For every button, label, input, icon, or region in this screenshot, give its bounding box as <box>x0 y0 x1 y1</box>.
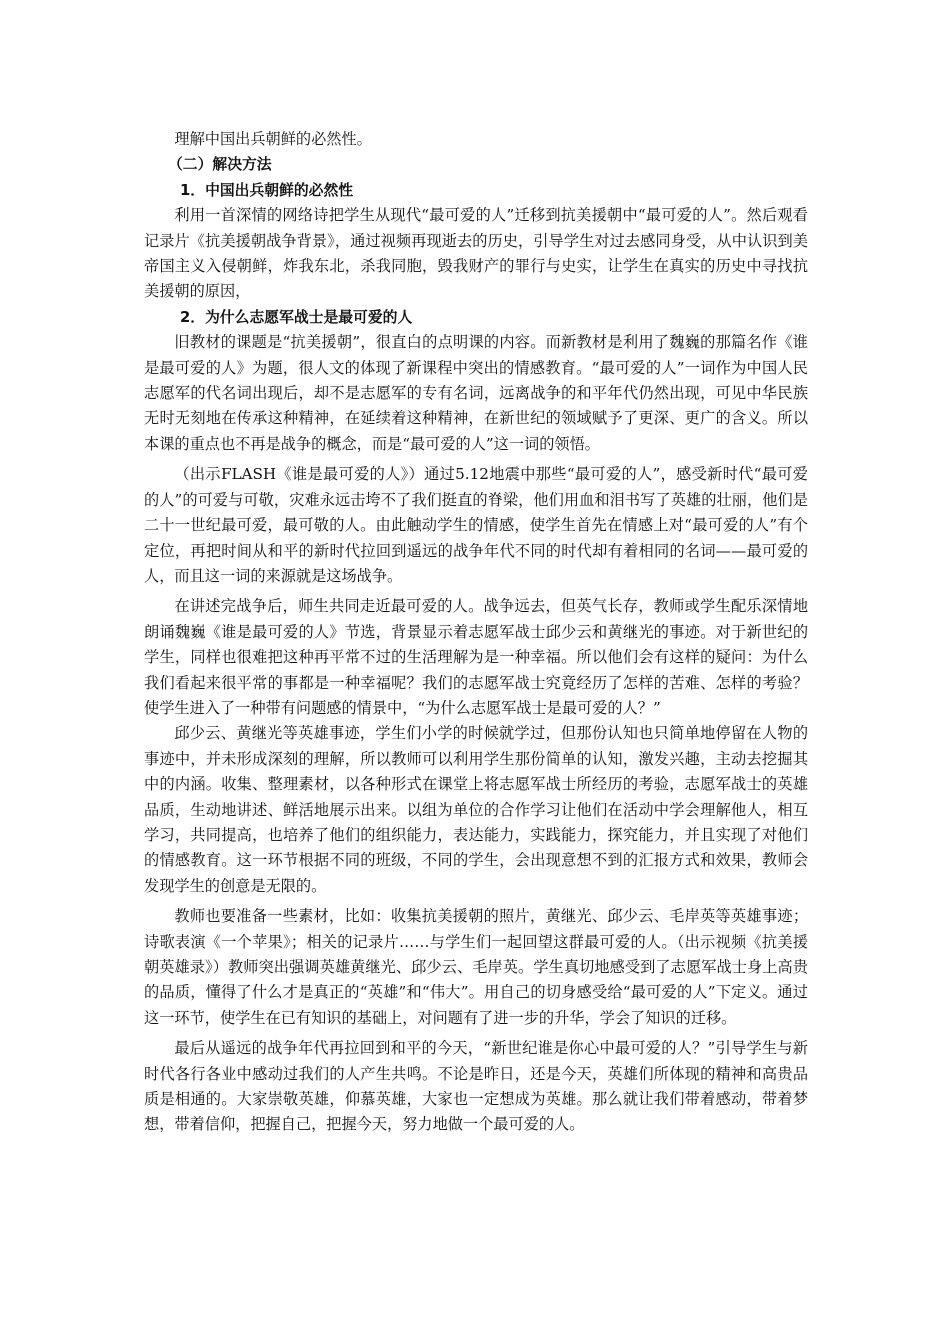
section-heading: （二）解决方法 <box>168 156 272 174</box>
body-paragraph-5: 教师也要准备一些素材，比如：收集抗美援朝的照片，黄继光、邱少云、毛岸英等英雄事迹；诗歌表演《一个苹果》；相关的记录片……与学生们一起回望这群最可爱的人。（出示视频《抗美援朝英雄录》）教师突出强调英雄黄继光、邱少云、毛岸英。学生真切地感受到了志愿军战士身上高贵的品质，懂得了什么才是真正的“英雄”和“伟大”。用自己的切身感受给“最可爱的人”下定义。通过这一环节，使学生在已有知识的基础上，对问题有了进一步的升华，学会了知识的迁移。 <box>144 907 808 1027</box>
subsection-1-paragraph: 利用一首深情的网络诗把学生从现代“最可爱的人”迁移到抗美援朝中“最可爱的人”。然后观看记录片《抗美援朝战争背景》，通过视频再现逝去的历史，引导学生对过去感同身受，从中认识到美帝国主义入侵朝鲜，炸我东北，杀我同胞，毁我财产的罪行与史实，让学生在真实的历史中寻找抗美援朝的原因， <box>144 206 808 301</box>
subsection-heading-2: 2．为什么志愿军战士是最可爱的人 <box>180 308 413 326</box>
body-paragraph-4: 邱少云、黄继光等英雄事迹，学生们小学的时候就学过，但那份认知也只简单地停留在人物的事迹中，并未形成深刻的理解，所以教师可以利用学生那份简单的认知，激发兴趣，主动去挖掘其中的内涵。收集、整理素材，以各种形式在课堂上将志愿军战士所经历的考验，志愿军战士的英雄品质，生动地讲述、鲜活地展示出来。以组为单位的合作学习让他们在活动中学会理解他人，相互学习，共同提高，也培养了他们的组织能力，表达能力，实践能力，探究能力，并且实现了对他们的情感教育。这一环节根据不同的班级，不同的学生，会出现意想不到的汇报方式和效果，教师会发现学生的创意是无限的。 <box>144 724 808 895</box>
intro-line: 理解中国出兵朝鲜的必然性。 <box>174 130 372 148</box>
body-paragraph-3: 在讲述完战争后，师生共同走近最可爱的人。战争远去，但英气长存，教师或学生配乐深情地朗诵魏巍《谁是最可爱的人》节选，背景显示着志愿军战士邱少云和黄继光的事迹。对于新世纪的学生，同样也很难把这种再平常不过的生活理解为是一种幸福。所以他们会有这样的疑问：为什么我们看起来很平常的事都是一种幸福呢？我们的志愿军战士究竟经历了怎样的苦难、怎样的考验？使学生进入了一种带有问题感的情景中，“为什么志愿军战士是最可爱的人？” <box>144 597 808 717</box>
body-paragraph-1: 旧教材的课题是“抗美援朝”，很直白的点明课的内容。而新教材是利用了魏巍的那篇名作《谁是最可爱的人》为题，很人文的体现了新课程中突出的情感教育。“最可爱的人”一词作为中国人民志愿军的代名词出现后，却不是志愿军的专有名词，远离战争的和平年代仍然出现，可见中华民族无时无刻地在传承这种精神，在延续着这种精神，在新世纪的领域赋予了更深、更广的含义。所以本课的重点也不再是战争的概念，而是“最可爱的人”这一词的领悟。 <box>144 333 808 453</box>
body-paragraph-2: （出示FLASH《谁是最可爱的人》）通过5.12地震中那些“最可爱的人”，感受新时代“最可爱的人”的可爱与可敬，灾难永远击垮不了我们挺直的脊梁，他们用血和泪书写了英雄的壮丽，他们是二十一世纪最可爱，最可敬的人。由此触动学生的情感，使学生首先在情感上对“最可爱的人”有个定位，再把时间从和平的新时代拉回到遥远的战争年代不同的时代却有着相同的名词——最可爱的人，而且这一词的来源就是这场战争。 <box>144 465 808 585</box>
subsection-heading-1: 1．中国出兵朝鲜的必然性 <box>180 181 354 199</box>
document-page <box>144 127 808 1138</box>
body-paragraph-6: 最后从遥远的战争年代再拉回到和平的今天，“新世纪谁是你心中最可爱的人？”引导学生与新时代各行各业中感动过我们的人产生共鸣。不论是昨日，还是今天，英雄们所体现的精神和高贵品质是相通的。大家崇敬英雄，仰慕英雄，大家也一定想成为英雄。那么就让我们带着感动，带着梦想，带着信仰，把握自己，把握今天，努力地做一个最可爱的人。 <box>144 1039 808 1134</box>
